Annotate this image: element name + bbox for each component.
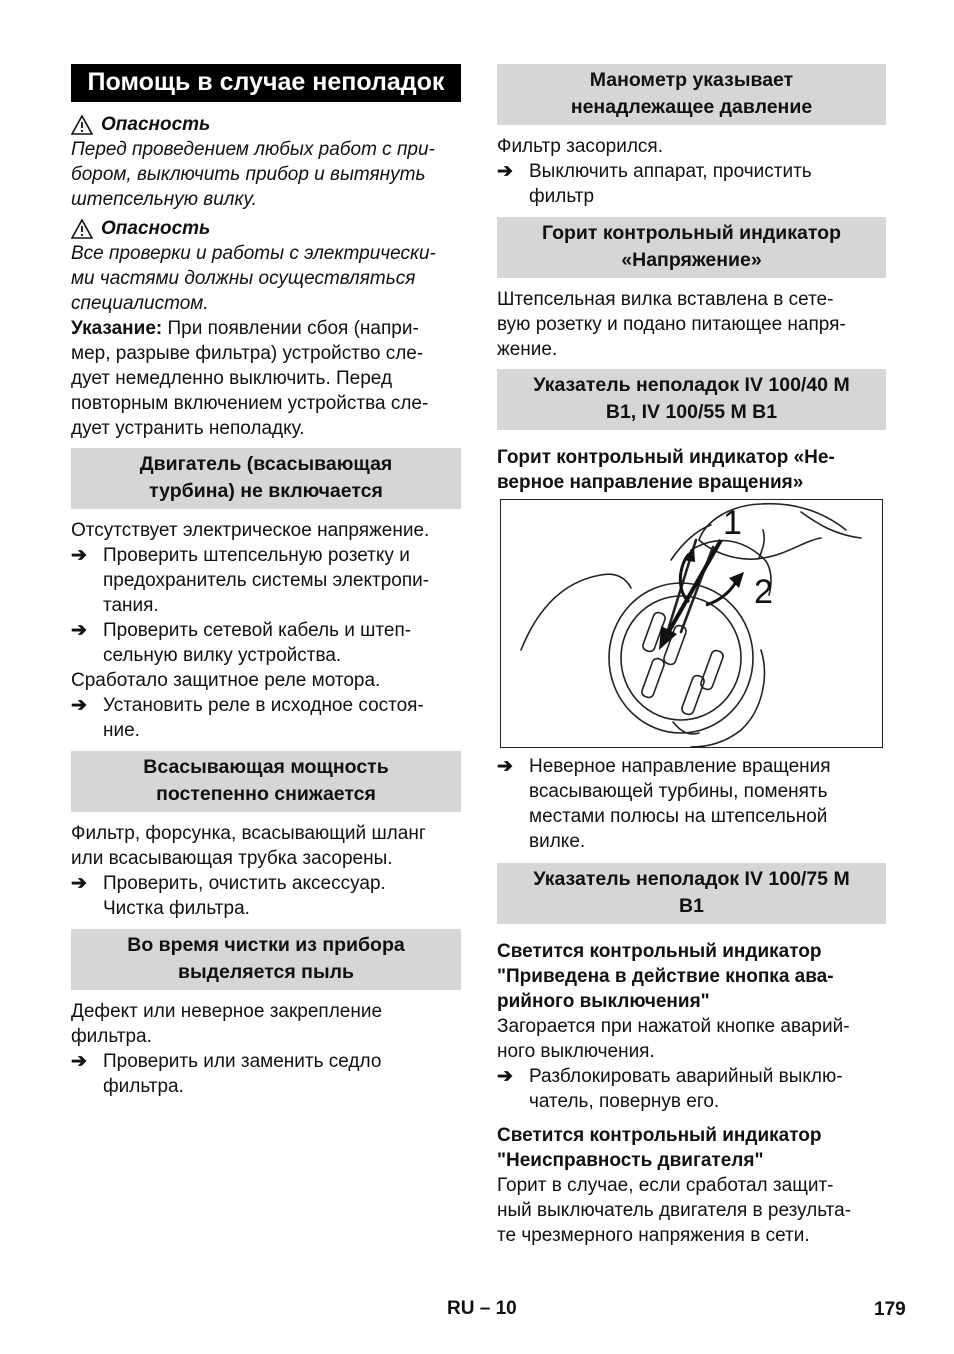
- plug-illustration-svg: [501, 500, 882, 747]
- arrow-right-icon: ➔: [71, 545, 87, 566]
- footer-language-page: RU – 10: [447, 1298, 517, 1319]
- cause-text: Отсутствует электрическое напряжение.: [71, 520, 430, 541]
- section-heading-fault-indicator-40-55: Указатель неполадок IV 100/40 M B1, IV 100/55 M B1: [497, 369, 886, 430]
- cause-text: Фильтр засорился.: [497, 136, 663, 157]
- section-heading-manometer: Манометр указывает ненадлежащее давление: [497, 64, 886, 125]
- figure-label-1: 1: [723, 504, 742, 542]
- subheading-motor-fault: Светится контрольный индикатор "Неисправность двигателя": [497, 1125, 822, 1171]
- danger-heading: [71, 112, 461, 137]
- warning-triangle-icon: [71, 219, 93, 239]
- danger-text: Перед проведением любых работ с при- бором, выключить прибор и вытянуть штепсельную вилку.: [71, 139, 435, 210]
- info-text: Штепсельная вилка вставлена в сете- вую розетку и подано питающее напря- жение.: [497, 289, 846, 360]
- subheading-emergency-stop: Светится контрольный индикатор "Приведена в действие кнопка ава- рийного выключения": [497, 941, 834, 1012]
- action-step: ➔ Проверить, очистить аксессуар. Чистка фильтра.: [71, 873, 386, 919]
- subheading-rotation: Горит контрольный индикатор «Не- верное направление вращения»: [497, 447, 835, 493]
- note-label: Указание:: [71, 318, 163, 339]
- info-text: Горит в случае, если сработал защит- ный выключатель двигателя в результа- те чрезмерного напряжения в сети.: [497, 1175, 852, 1246]
- danger-label: Опасность: [101, 114, 211, 135]
- action-step: ➔ Выключить аппарат, прочистить фильтр: [497, 161, 812, 207]
- right-column: [497, 64, 886, 1248]
- action-step: ➔ Установить реле в исходное состоя- ние.: [71, 695, 424, 741]
- action-step: ➔ Проверить или заменить седло фильтра.: [71, 1051, 382, 1097]
- section-heading-suction: Всасывающая мощность постепенно снижается: [71, 751, 461, 812]
- note-text: Указание: При появлении сбоя (напри- мер, разрыве фильтра) устройство сле- дует немедленно выключить. Перед повторным включением устройства сле- дует устранить неполадку.: [71, 318, 429, 439]
- danger-text: Все проверки и работы с электрически- ми частями должны осуществляться специалистом.: [71, 243, 436, 314]
- arrow-right-icon: ➔: [497, 756, 513, 777]
- action-step: ➔ Проверить штепсельную розетку и предохранитель системы электропи- тания.: [71, 545, 430, 616]
- cause-text: Дефект или неверное закрепление фильтра.: [71, 1001, 383, 1047]
- arrow-right-icon: ➔: [497, 1066, 513, 1087]
- action-step: ➔ Разблокировать аварийный выклю- чатель, повернув его.: [497, 1066, 843, 1112]
- page-number: 179: [874, 1299, 906, 1320]
- arrow-right-icon: ➔: [71, 1051, 87, 1072]
- left-column: [71, 64, 461, 1099]
- danger-heading: [71, 216, 461, 241]
- arrow-right-icon: ➔: [71, 873, 87, 894]
- warning-triangle-icon: [71, 115, 93, 135]
- section-heading-motor: Двигатель (всасывающая турбина) не включается: [71, 448, 461, 509]
- plug-pole-rotation-illustration: [500, 499, 883, 748]
- action-step: ➔ Проверить сетевой кабель и штеп- сельную вилку устройства.: [71, 620, 412, 666]
- cause-text: Сработало защитное реле мотора.: [71, 670, 381, 691]
- danger-label: Опасность: [101, 218, 211, 239]
- action-step: ➔ Неверное направление вращения всасывающей турбины, поменять местами полюсы на штепсельной вилке.: [497, 756, 831, 852]
- section-heading-fault-indicator-75: Указатель неполадок IV 100/75 M B1: [497, 863, 886, 924]
- info-text: Загорается при нажатой кнопке аварий- ного выключения.: [497, 1016, 850, 1062]
- arrow-right-icon: ➔: [71, 695, 87, 716]
- page-title: Помощь в случае неполадок: [71, 64, 461, 102]
- arrow-right-icon: ➔: [71, 620, 87, 641]
- section-heading-voltage: Горит контрольный индикатор «Напряжение»: [497, 217, 886, 278]
- arrow-right-icon: ➔: [497, 161, 513, 182]
- figure-label-2: 2: [754, 573, 773, 611]
- cause-text: Фильтр, форсунка, всасывающий шланг или всасывающая трубка засорены.: [71, 823, 426, 869]
- section-heading-dust: Во время чистки из прибора выделяется пыль: [71, 929, 461, 990]
